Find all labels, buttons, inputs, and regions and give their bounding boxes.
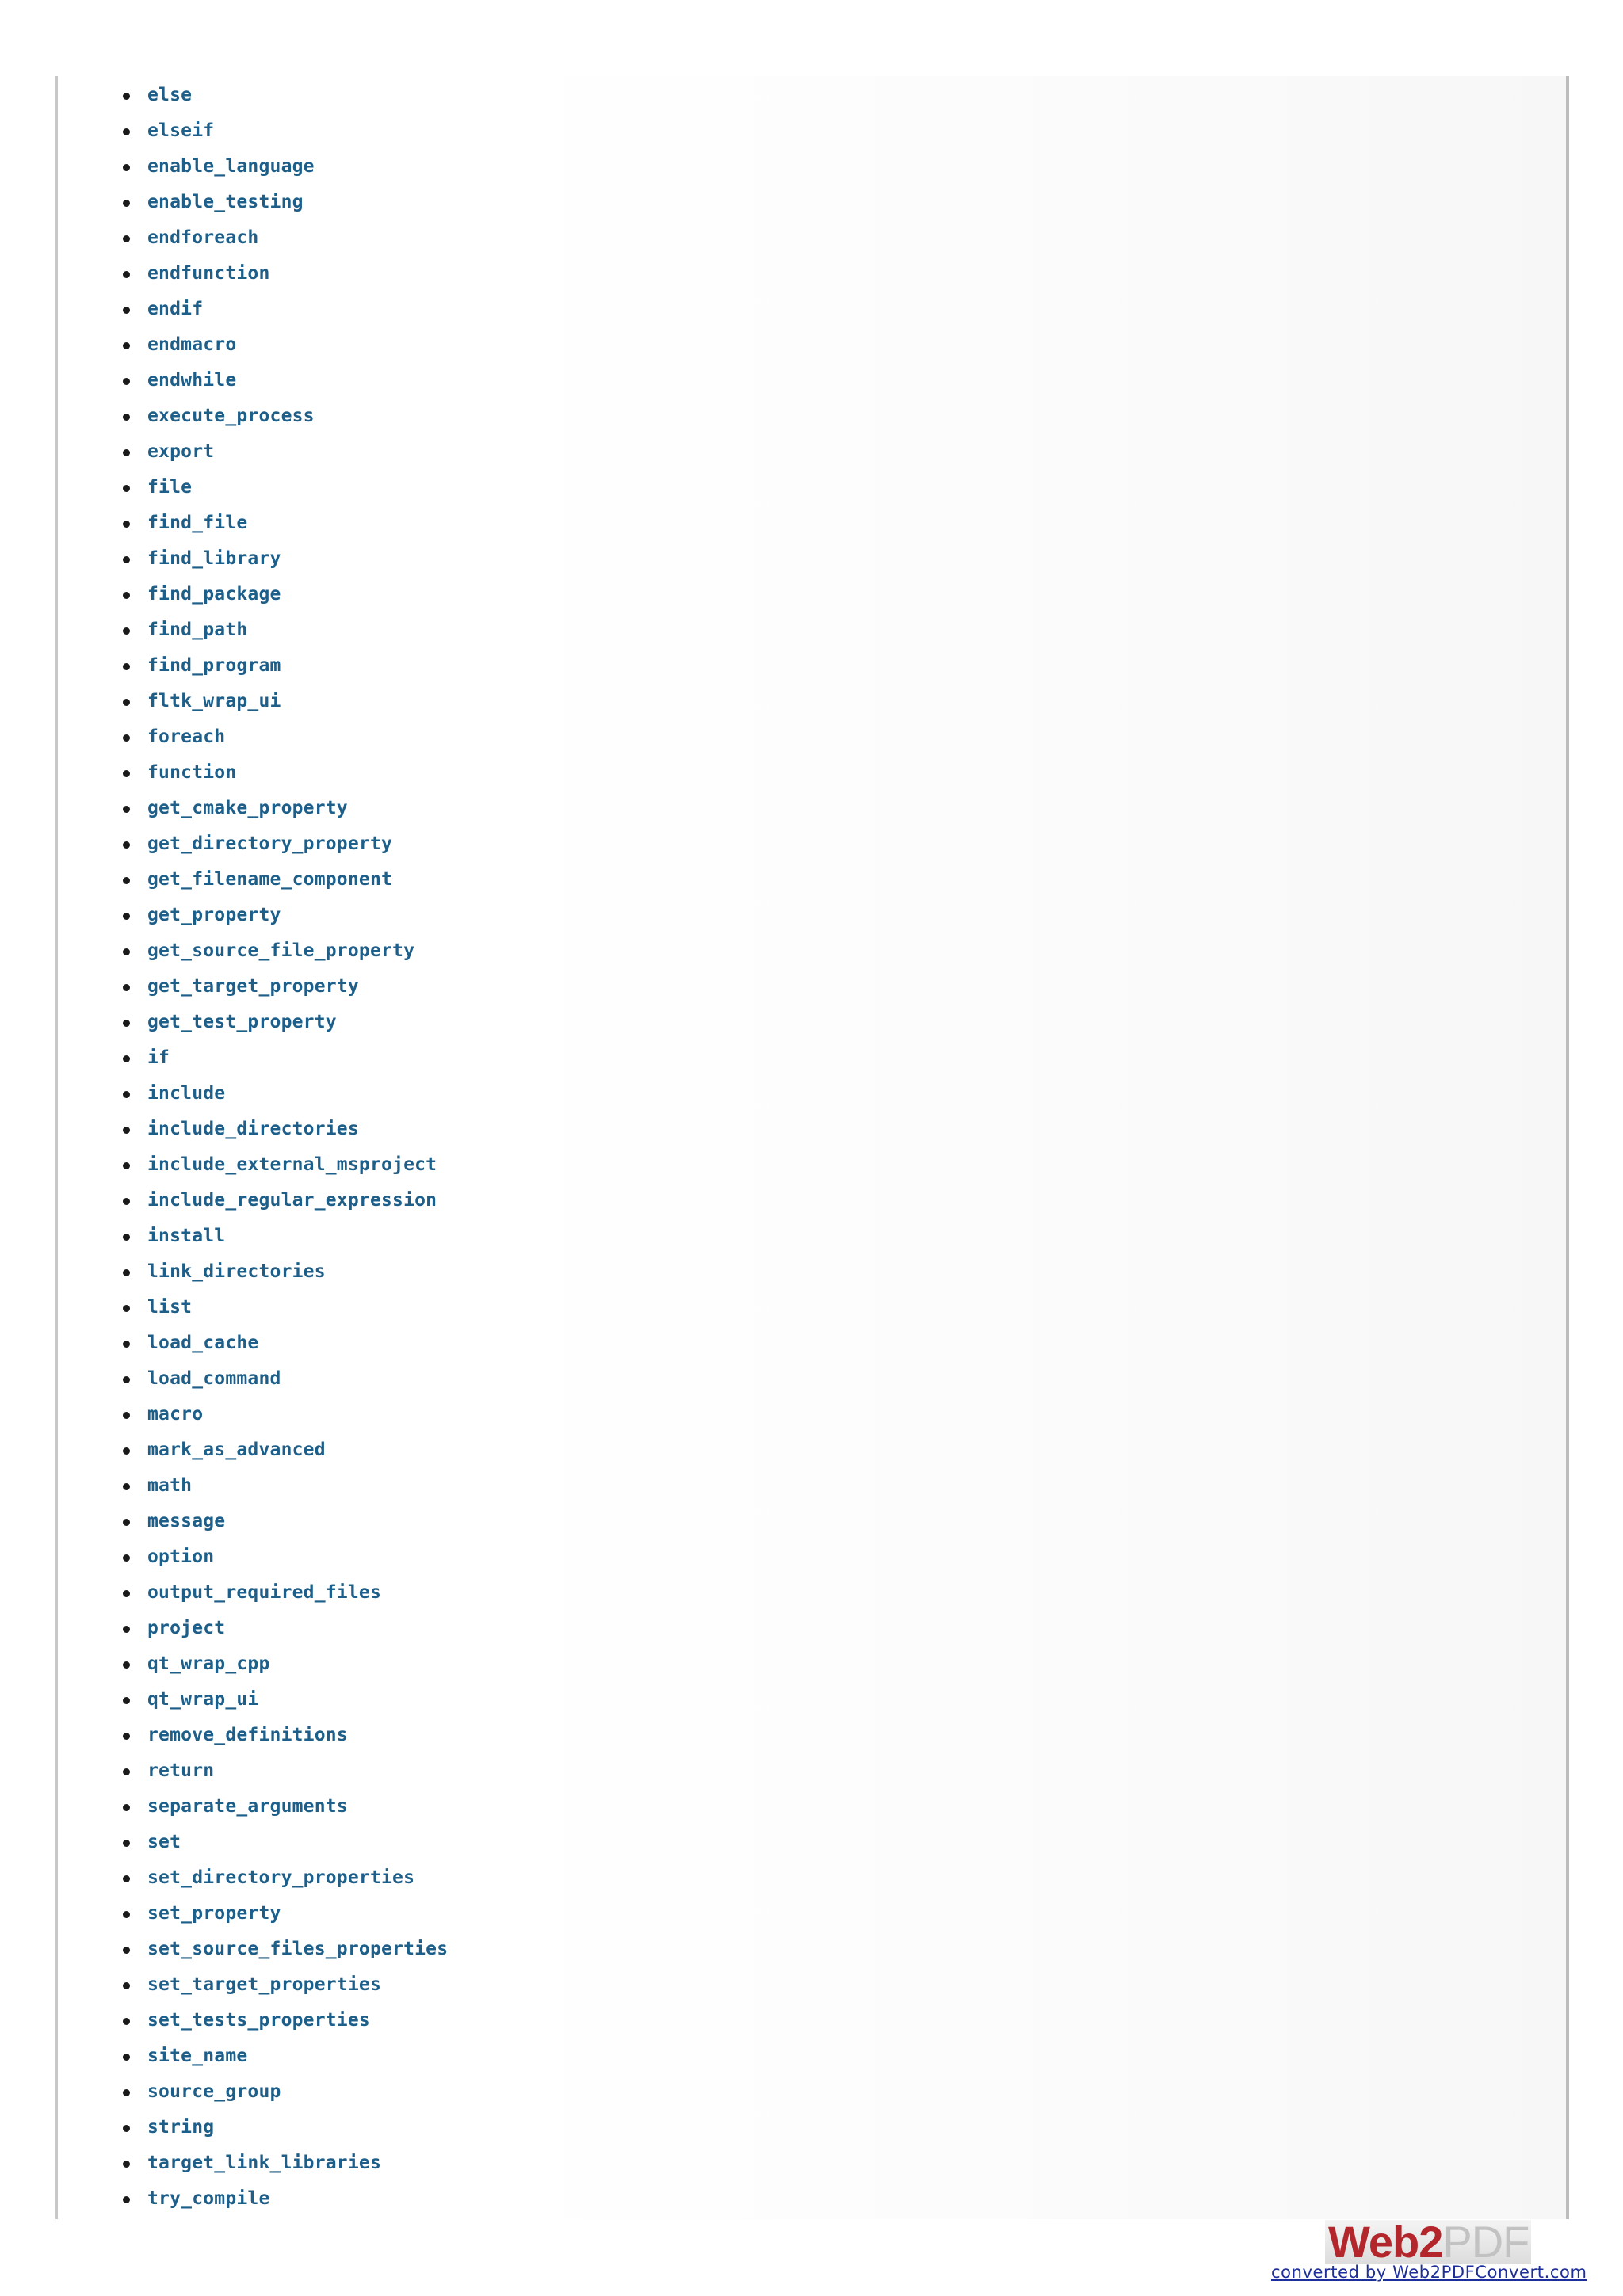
bullet-icon	[123, 913, 130, 920]
list-item	[114, 1150, 448, 1186]
command-link[interactable]: get_target_property	[147, 976, 359, 997]
list-item	[114, 1471, 448, 1507]
bullet-icon	[123, 1875, 130, 1882]
command-link[interactable]: execute_process	[147, 406, 315, 426]
command-link[interactable]: include_external_msproject	[147, 1154, 437, 1175]
list-item	[114, 2149, 448, 2184]
command-link[interactable]: math	[147, 1475, 193, 1496]
bullet-icon	[123, 1091, 130, 1098]
command-link[interactable]: fltk_wrap_ui	[147, 691, 281, 711]
list-item	[114, 901, 448, 936]
list-item	[114, 616, 448, 651]
command-link[interactable]: endif	[147, 299, 204, 319]
bullet-icon	[123, 1055, 130, 1062]
bullet-icon	[123, 1127, 130, 1134]
command-link[interactable]: get_source_file_property	[147, 940, 415, 961]
list-item	[114, 1685, 448, 1721]
bullet-icon	[123, 699, 130, 706]
command-link[interactable]: endmacro	[147, 334, 237, 355]
bullet-icon	[123, 128, 130, 135]
command-link[interactable]: enable_language	[147, 156, 315, 177]
command-link[interactable]: set_property	[147, 1903, 281, 1924]
command-link[interactable]: remove_definitions	[147, 1725, 348, 1745]
command-link[interactable]: find_file	[147, 513, 248, 533]
bullet-icon	[123, 1768, 130, 1775]
list-item	[114, 1756, 448, 1792]
bullet-icon	[123, 2196, 130, 2203]
bullet-icon	[123, 521, 130, 528]
list-item	[114, 687, 448, 723]
list-item	[114, 1507, 448, 1543]
bullet-icon	[123, 841, 130, 849]
list-item	[114, 330, 448, 366]
bullet-icon	[123, 1447, 130, 1455]
command-link[interactable]: site_name	[147, 2046, 248, 2066]
command-link[interactable]: load_cache	[147, 1333, 259, 1353]
command-link[interactable]: if	[147, 1047, 170, 1068]
command-link[interactable]: return	[147, 1760, 215, 1781]
bullet-icon	[123, 1733, 130, 1740]
list-item	[114, 1935, 448, 1970]
list-item	[114, 758, 448, 794]
command-link[interactable]: load_command	[147, 1368, 281, 1389]
list-item	[114, 1329, 448, 1364]
command-link[interactable]: separate_arguments	[147, 1796, 348, 1817]
logo-web2-text: Web2	[1328, 2217, 1443, 2267]
list-item	[114, 2184, 448, 2220]
list-item	[114, 1293, 448, 1329]
bullet-icon	[123, 1269, 130, 1276]
command-link[interactable]: get_cmake_property	[147, 798, 348, 818]
bullet-icon	[123, 1020, 130, 1027]
bullet-icon	[123, 1305, 130, 1312]
bullet-icon	[123, 93, 130, 100]
logo-pdf-text: PDF	[1442, 2217, 1529, 2267]
command-link[interactable]: enable_testing	[147, 192, 304, 212]
command-link[interactable]: find_path	[147, 620, 248, 640]
bullet-icon	[123, 1661, 130, 1669]
bullet-icon	[123, 1982, 130, 1989]
bullet-icon	[123, 342, 130, 349]
bullet-icon	[123, 485, 130, 492]
command-link[interactable]: get_filename_component	[147, 869, 393, 890]
command-link[interactable]: get_directory_property	[147, 833, 393, 854]
bullet-icon	[123, 1554, 130, 1562]
list-item	[114, 936, 448, 972]
bullet-icon	[123, 806, 130, 813]
list-item	[114, 1721, 448, 1756]
list-item	[114, 402, 448, 437]
command-list	[114, 81, 448, 2220]
bullet-icon	[123, 414, 130, 421]
command-link[interactable]: get_property	[147, 905, 281, 925]
command-link[interactable]: find_library	[147, 548, 281, 569]
bullet-icon	[123, 877, 130, 884]
bullet-icon	[123, 1626, 130, 1633]
bullet-icon	[123, 2018, 130, 2025]
bullet-icon	[123, 556, 130, 563]
list-item	[114, 580, 448, 616]
command-link[interactable]: project	[147, 1618, 226, 1638]
command-link[interactable]: else	[147, 85, 193, 105]
bullet-icon	[123, 1162, 130, 1169]
bullet-icon	[123, 1483, 130, 1490]
list-item	[114, 2042, 448, 2077]
list-item	[114, 437, 448, 473]
bullet-icon	[123, 1911, 130, 1918]
command-link[interactable]: qt_wrap_cpp	[147, 1653, 270, 1674]
command-link[interactable]: elseif	[147, 120, 215, 141]
list-item	[114, 473, 448, 509]
bullet-icon	[123, 1234, 130, 1241]
bullet-icon	[123, 164, 130, 171]
list-item	[114, 794, 448, 830]
bullet-icon	[123, 2125, 130, 2132]
bullet-icon	[123, 734, 130, 742]
command-link[interactable]: include_regular_expression	[147, 1190, 437, 1211]
list-item	[114, 1079, 448, 1115]
bullet-icon	[123, 2054, 130, 2061]
list-item	[114, 223, 448, 259]
bullet-icon	[123, 592, 130, 599]
list-item	[114, 295, 448, 330]
command-link[interactable]: mark_as_advanced	[147, 1440, 326, 1460]
command-link[interactable]: set_directory_properties	[147, 1867, 415, 1888]
bullet-icon	[123, 1590, 130, 1597]
command-link[interactable]: find_program	[147, 655, 281, 676]
list-item	[114, 1257, 448, 1293]
list-item	[114, 2077, 448, 2113]
list-item	[114, 1222, 448, 1257]
command-link[interactable]: get_test_property	[147, 1012, 337, 1032]
list-item	[114, 544, 448, 580]
command-link[interactable]: endfunction	[147, 263, 270, 284]
command-link[interactable]: qt_wrap_ui	[147, 1689, 259, 1710]
bullet-icon	[123, 1697, 130, 1704]
command-link[interactable]: include_directories	[147, 1119, 359, 1139]
command-link[interactable]: export	[147, 441, 215, 462]
list-item	[114, 1578, 448, 1614]
command-link[interactable]: message	[147, 1511, 226, 1531]
list-item	[114, 2113, 448, 2149]
list-item	[114, 1543, 448, 1578]
bullet-icon	[123, 1804, 130, 1811]
bullet-icon	[123, 200, 130, 207]
web2pdf-logo	[1325, 2217, 1531, 2267]
list-item	[114, 1008, 448, 1043]
list-item	[114, 1614, 448, 1650]
list-item	[114, 1043, 448, 1079]
bullet-icon	[123, 663, 130, 670]
list-item	[114, 972, 448, 1008]
converted-by-link[interactable]: converted by Web2PDFConvert.com	[1271, 2263, 1587, 2282]
bullet-icon	[123, 627, 130, 635]
list-item	[114, 1828, 448, 1863]
command-link[interactable]: find_package	[147, 584, 281, 605]
command-link[interactable]: try_compile	[147, 2188, 270, 2209]
list-item	[114, 865, 448, 901]
page-shadow	[1566, 76, 1569, 2219]
list-item	[114, 1115, 448, 1150]
list-item	[114, 1792, 448, 1828]
list-item	[114, 81, 448, 116]
bullet-icon	[123, 235, 130, 242]
list-item	[114, 1186, 448, 1222]
bullet-icon	[123, 271, 130, 278]
command-link[interactable]: set_target_properties	[147, 1974, 381, 1995]
bullet-icon	[123, 770, 130, 777]
command-link[interactable]: link_directories	[147, 1261, 326, 1282]
list-item	[114, 1970, 448, 2006]
command-link[interactable]: source_group	[147, 2081, 281, 2102]
bullet-icon	[123, 1412, 130, 1419]
list-item	[114, 188, 448, 223]
command-link[interactable]: list	[147, 1297, 193, 1318]
bullet-icon	[123, 984, 130, 991]
list-item	[114, 830, 448, 865]
bullet-icon	[123, 1840, 130, 1847]
list-item	[114, 723, 448, 758]
list-item	[114, 1899, 448, 1935]
bullet-icon	[123, 1198, 130, 1205]
list-item	[114, 1364, 448, 1400]
command-link[interactable]: macro	[147, 1404, 204, 1425]
command-link[interactable]: string	[147, 2117, 215, 2138]
list-item	[114, 152, 448, 188]
list-item	[114, 1863, 448, 1899]
bullet-icon	[123, 2161, 130, 2168]
command-link[interactable]: endwhile	[147, 370, 237, 391]
list-item	[114, 1400, 448, 1436]
list-item	[114, 259, 448, 295]
command-link[interactable]: file	[147, 477, 193, 498]
command-link[interactable]: option	[147, 1547, 215, 1567]
list-item	[114, 651, 448, 687]
command-link[interactable]: function	[147, 762, 237, 783]
bullet-icon	[123, 378, 130, 385]
list-item	[114, 2006, 448, 2042]
command-link[interactable]: foreach	[147, 727, 226, 747]
command-link[interactable]: output_required_files	[147, 1582, 381, 1603]
bullet-icon	[123, 1519, 130, 1526]
command-link[interactable]: set	[147, 1832, 181, 1852]
command-link[interactable]: set_source_files_properties	[147, 1939, 449, 1959]
list-item	[114, 366, 448, 402]
bullet-icon	[123, 307, 130, 314]
command-link[interactable]: install	[147, 1226, 226, 1246]
command-link[interactable]: set_tests_properties	[147, 2010, 370, 2031]
bullet-icon	[123, 948, 130, 955]
list-item	[114, 1436, 448, 1471]
command-link[interactable]: endforeach	[147, 227, 259, 248]
list-item	[114, 1650, 448, 1685]
bullet-icon	[123, 2089, 130, 2096]
command-link[interactable]: include	[147, 1083, 226, 1104]
bullet-icon	[123, 449, 130, 456]
list-item	[114, 509, 448, 544]
bullet-icon	[123, 1341, 130, 1348]
bullet-icon	[123, 1947, 130, 1954]
list-item	[114, 116, 448, 152]
command-link[interactable]: target_link_libraries	[147, 2153, 381, 2173]
bullet-icon	[123, 1376, 130, 1383]
